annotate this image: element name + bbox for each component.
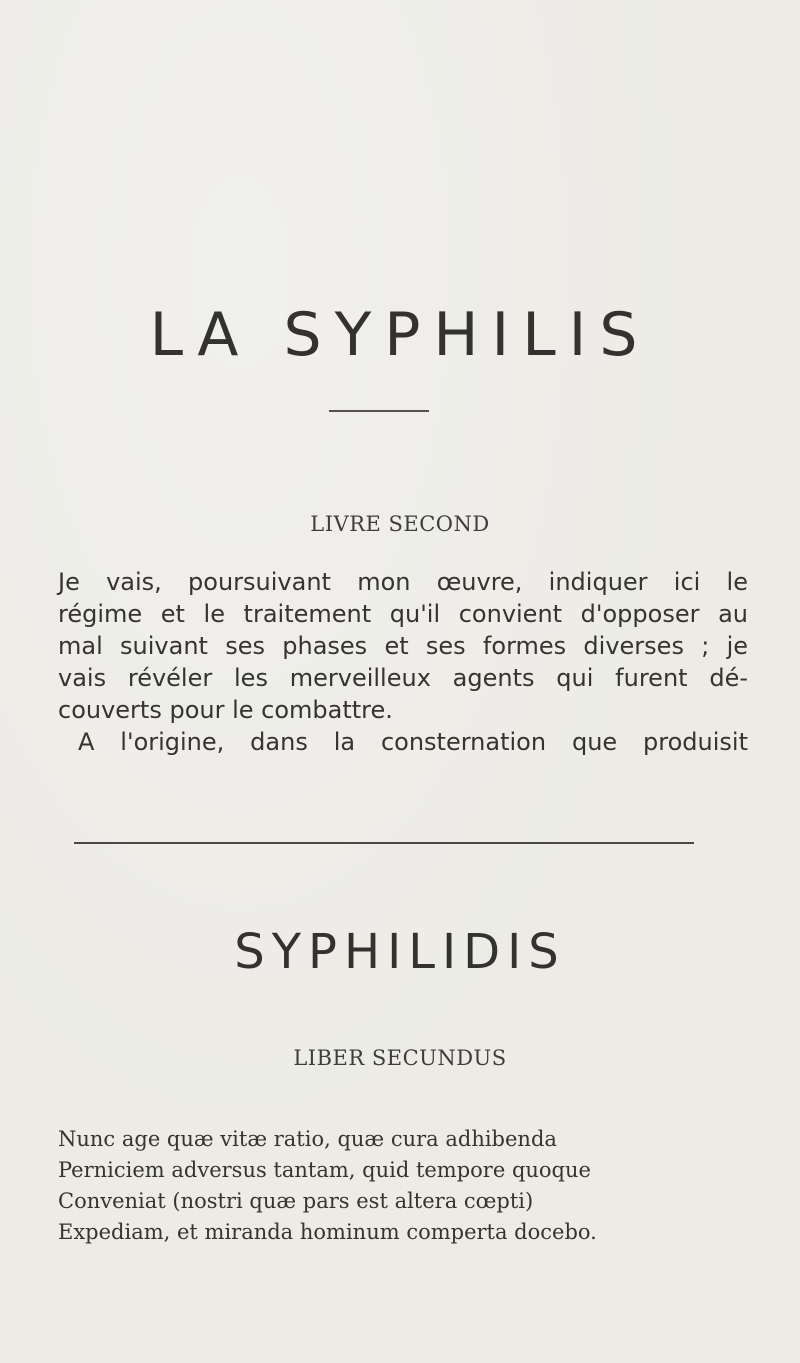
french-line: A l'origine, dans la consternation que produisit	[78, 728, 748, 756]
latin-title: SYPHILIDIS	[234, 924, 566, 980]
french-line: vais révéler les merveilleux agents qui furent dé-	[58, 664, 748, 692]
latin-verse-line: Conveniat (nostri quæ pars est altera cœpti)	[58, 1189, 534, 1213]
section-divider	[74, 842, 694, 844]
french-line: Je vais, poursuivant mon œuvre, indiquer ici le	[58, 568, 748, 596]
french-paragraph	[58, 566, 748, 758]
french-line: couverts pour le combattre.	[58, 696, 393, 724]
title-divider	[329, 410, 429, 412]
french-subtitle: LIVRE SECOND	[310, 512, 490, 536]
french-line: régime et le traitement qu'il convient d'opposer au	[58, 600, 748, 628]
latin-verse-line: Nunc age quæ vitæ ratio, quæ cura adhibenda	[58, 1127, 557, 1151]
latin-verse-line: Perniciem adversus tantam, quid tempore quoque	[58, 1158, 591, 1182]
french-line: mal suivant ses phases et ses formes diverses ; je	[58, 632, 748, 660]
french-title: LA SYPHILIS	[149, 300, 651, 370]
latin-verse	[58, 1124, 748, 1248]
latin-verse-line: Expediam, et miranda hominum comperta docebo.	[58, 1220, 597, 1244]
latin-subtitle: LIBER SECUNDUS	[293, 1046, 507, 1070]
